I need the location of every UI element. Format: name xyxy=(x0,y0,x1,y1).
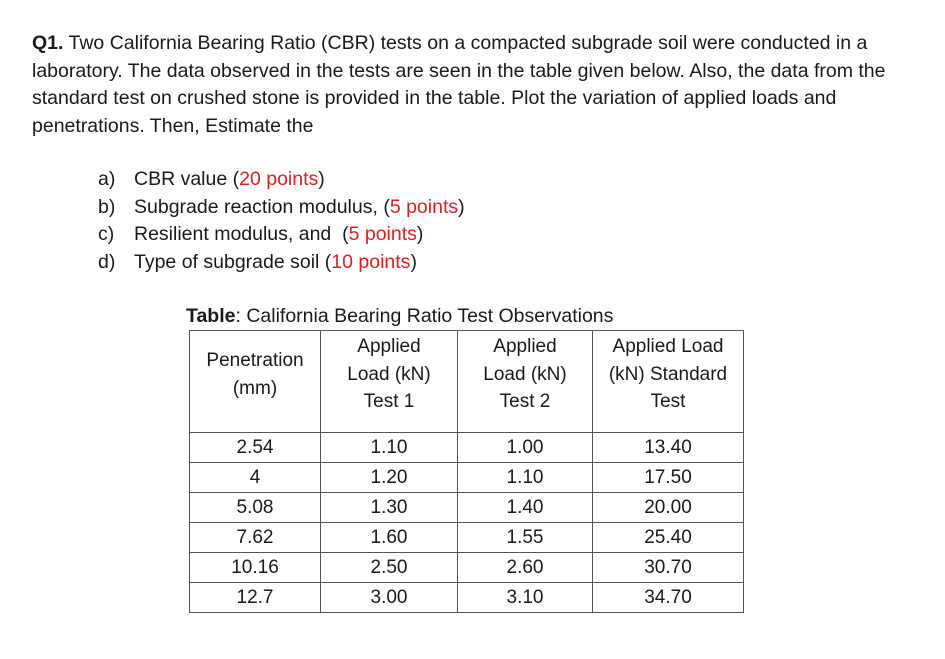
table-row xyxy=(190,583,744,613)
table-header-row xyxy=(190,331,744,433)
cell-standard: 17.50 xyxy=(593,463,744,493)
table-caption-text: : California Bearing Ratio Test Observations xyxy=(235,305,614,327)
table-row xyxy=(190,553,744,583)
header-standard: Applied Load (kN) Standard Test xyxy=(593,331,744,433)
points-label: 10 points xyxy=(331,250,411,273)
part-text: Subgrade reaction modulus, (5 points) xyxy=(134,195,465,218)
part-b xyxy=(98,194,465,222)
question-parts-list xyxy=(98,166,465,276)
table-row xyxy=(190,463,744,493)
table-row xyxy=(190,433,744,463)
part-letter: a) xyxy=(98,168,116,190)
cell-test1: 1.10 xyxy=(321,433,458,463)
cell-test1: 1.60 xyxy=(321,523,458,553)
cell-standard: 30.70 xyxy=(593,553,744,583)
cell-penetration: 4 xyxy=(190,463,321,493)
points-label: 5 points xyxy=(348,223,417,245)
part-text: Type of subgrade soil (10 points) xyxy=(134,250,417,273)
part-a xyxy=(98,166,465,194)
cell-test2: 1.00 xyxy=(458,433,593,463)
points-label: 20 points xyxy=(239,168,319,190)
cell-test2: 1.10 xyxy=(458,463,593,493)
header-test1: Applied Load (kN) Test 1 xyxy=(321,331,458,433)
cell-standard: 34.70 xyxy=(593,583,744,613)
cell-test1: 1.20 xyxy=(321,463,458,493)
cbr-observations-table xyxy=(189,330,744,613)
cell-test1: 2.50 xyxy=(321,553,458,583)
header-penetration: Penetration (mm) xyxy=(190,331,321,433)
cell-standard: 25.40 xyxy=(593,523,744,553)
part-letter: b) xyxy=(98,195,116,218)
part-c xyxy=(98,221,465,249)
header-test2: Applied Load (kN) Test 2 xyxy=(458,331,593,433)
cell-standard: 13.40 xyxy=(593,433,744,463)
part-text: Resilient modulus, and (5 points) xyxy=(134,223,424,245)
table-row xyxy=(190,493,744,523)
part-letter: c) xyxy=(98,223,115,245)
cell-test2: 3.10 xyxy=(458,583,593,613)
cell-penetration: 10.16 xyxy=(190,553,321,583)
cell-penetration: 5.08 xyxy=(190,493,321,523)
cell-test2: 2.60 xyxy=(458,553,593,583)
table-row xyxy=(190,523,744,553)
cell-test1: 1.30 xyxy=(321,493,458,523)
question-body: Two California Bearing Ratio (CBR) tests on a compacted subgrade soil were conducted in a laboratory. The data observed in the tests are seen in the table given below. Also, the data from the standard test on crushed stone is provided in the table. Plot the variation of applied loads and penetrations. Then, Estimate the xyxy=(32,32,886,137)
part-letter: d) xyxy=(98,250,116,273)
cell-penetration: 2.54 xyxy=(190,433,321,463)
question-text xyxy=(32,30,912,140)
points-label: 5 points xyxy=(389,195,459,218)
part-d xyxy=(98,249,465,277)
table-caption-label: Table xyxy=(186,305,236,327)
cell-test2: 1.40 xyxy=(458,493,593,523)
part-text: CBR value (20 points) xyxy=(134,168,325,190)
cell-test2: 1.55 xyxy=(458,523,593,553)
cell-test1: 3.00 xyxy=(321,583,458,613)
cell-penetration: 7.62 xyxy=(190,523,321,553)
cell-standard: 20.00 xyxy=(593,493,744,523)
table-caption xyxy=(186,303,613,330)
question-label: Q1. xyxy=(32,32,64,54)
cell-penetration: 12.7 xyxy=(190,583,321,613)
